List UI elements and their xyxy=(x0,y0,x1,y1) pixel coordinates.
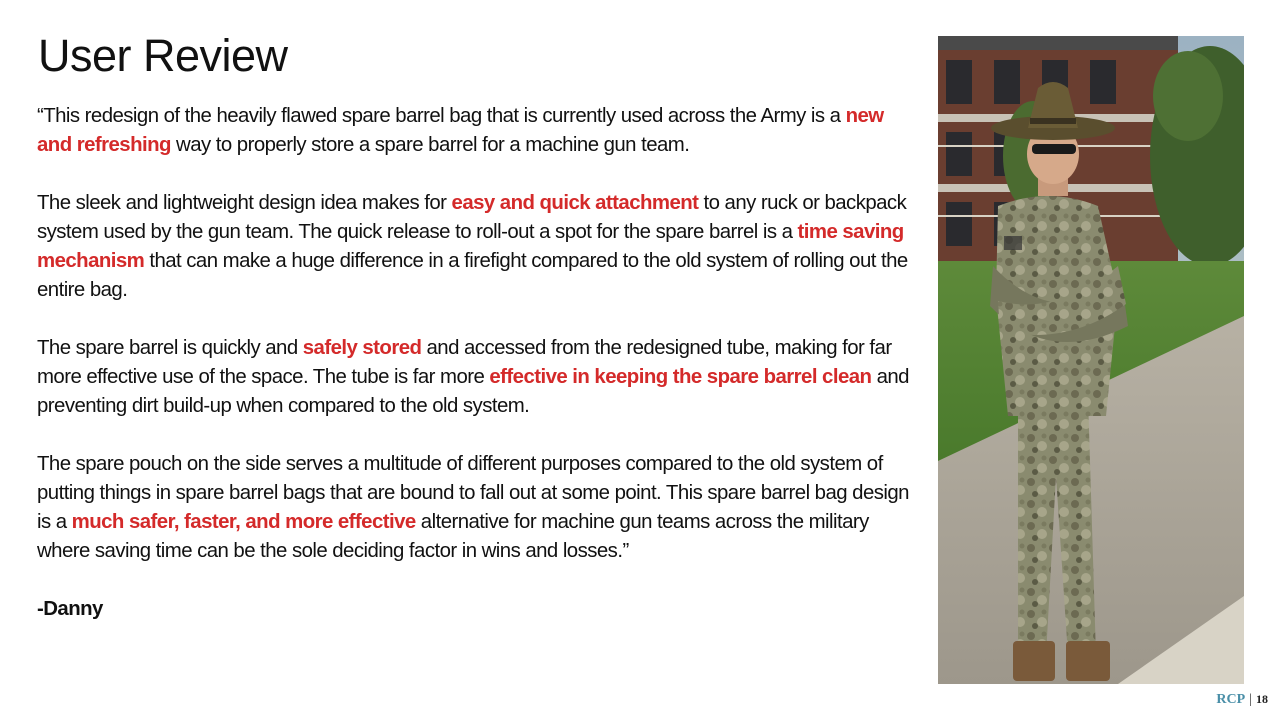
text-run: to any ruck or backpack system used by the gun team. The quick release to roll-out a spot for the spare barrel is a xyxy=(37,192,907,243)
highlight-text: effective in keeping the spare barrel clean xyxy=(489,366,872,388)
text-run: and accessed from the redesigned tube, making for far more effective use of the space. The tube is far more xyxy=(37,337,892,388)
review-paragraph xyxy=(37,102,922,160)
review-paragraph xyxy=(37,334,922,421)
page-number: 18 xyxy=(1256,692,1268,706)
highlight-text: new and refreshing xyxy=(37,105,884,156)
highlight-text: easy and quick attachment xyxy=(451,192,699,214)
text-run: way to properly store a spare barrel for a machine gun team. xyxy=(170,134,690,156)
highlight-text: time saving mechanism xyxy=(37,221,904,272)
reviewer-signature: -Danny xyxy=(37,598,103,620)
text-run: that can make a huge difference in a firefight compared to the old system of rolling out the entire bag. xyxy=(37,250,908,301)
soldier-photo-illustration xyxy=(938,36,1244,684)
text-run: “This redesign of the heavily flawed spare barrel bag that is currently used across the Army is a xyxy=(37,105,846,127)
footer-separator: | xyxy=(1249,692,1252,707)
slide-footer xyxy=(1216,692,1268,708)
text-run: alternative for machine gun teams across the military where saving time can be the sole deciding factor in wins and losses.” xyxy=(37,511,869,562)
review-quote xyxy=(37,102,922,653)
text-run: and preventing dirt build-up when compared to the old system. xyxy=(37,366,909,417)
page-title: User Review xyxy=(38,30,288,81)
review-paragraph xyxy=(37,450,922,566)
highlight-text: safely stored xyxy=(302,337,422,359)
text-run: The spare pouch on the side serves a multitude of different purposes compared to the old system of putting things in spare barrel bags that are bound to fall out at some point. This spare barrel bag design is a xyxy=(37,453,909,533)
text-run: The spare barrel is quickly and xyxy=(37,337,303,359)
highlight-text: much safer, faster, and more effective xyxy=(71,511,416,533)
reviewer-photo xyxy=(938,36,1244,684)
brand-logo-text: RCP xyxy=(1216,692,1246,707)
text-run: The sleek and lightweight design idea makes for xyxy=(37,192,452,214)
review-paragraph xyxy=(37,189,922,305)
